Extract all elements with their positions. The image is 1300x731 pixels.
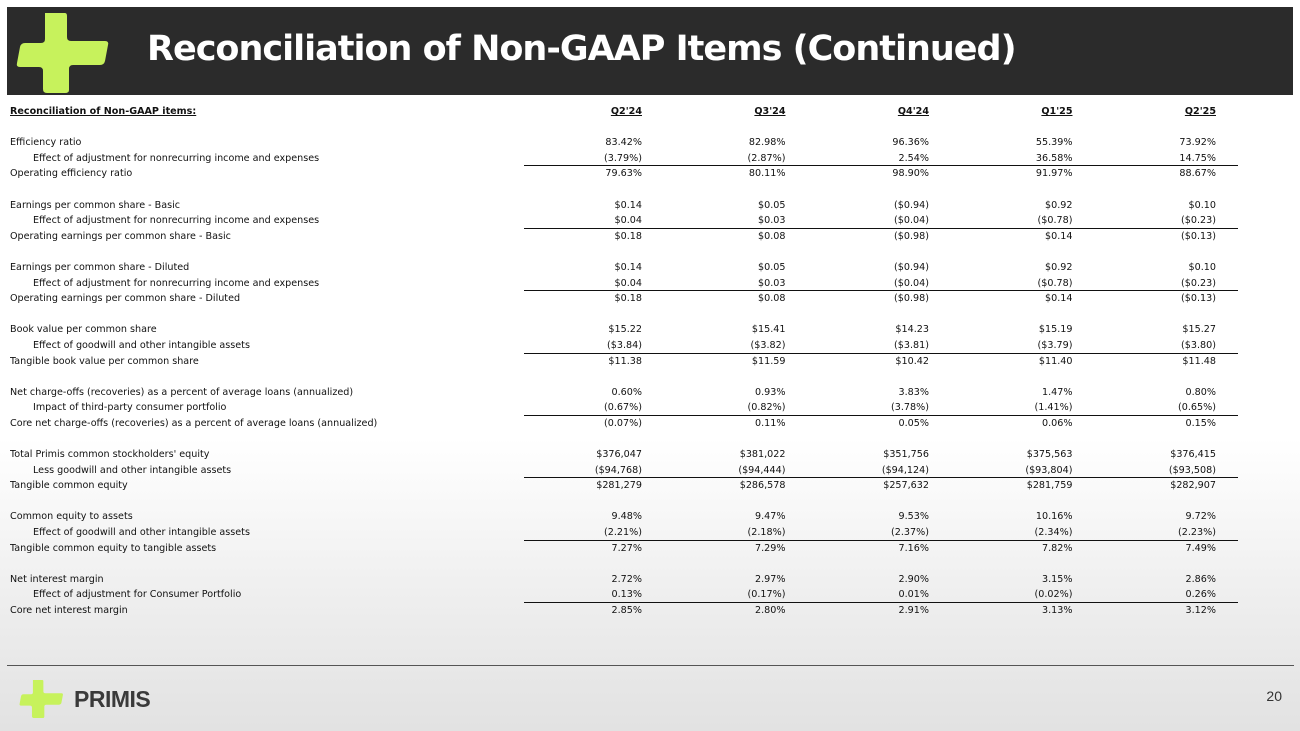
table-cell: $0.05: [758, 199, 786, 211]
row-label: Core net charge-offs (recoveries) as a percent of average loans (annualized): [10, 417, 378, 429]
table-cell: $281,279: [596, 480, 642, 492]
table-cell: 2.97%: [755, 573, 786, 585]
table-cell: $15.27: [1182, 324, 1216, 336]
table-cell: 14.75%: [1179, 152, 1216, 164]
table-cell: (2.18%): [747, 527, 786, 539]
table-cell: 2.86%: [1185, 573, 1216, 585]
row-label: Core net interest margin: [10, 605, 128, 616]
table-cell: 88.67%: [1179, 168, 1216, 180]
row-label: Earnings per common share - Basic: [10, 199, 181, 211]
table-cell: 2.80%: [755, 605, 786, 616]
table-cell: ($3.81): [894, 339, 929, 351]
table-row: [10, 463, 1238, 479]
table-cell: 1.47%: [1042, 386, 1073, 398]
table-cell: 7.49%: [1185, 542, 1216, 554]
table-cell: 3.13%: [1042, 605, 1073, 616]
table-cell: $282,907: [1170, 480, 1216, 492]
table-cell: 73.92%: [1179, 137, 1216, 149]
column-header: Q1'25: [1041, 106, 1073, 117]
column-header: Q2'25: [1184, 106, 1216, 117]
table-cell: (0.02%): [1034, 589, 1073, 601]
table-cell: 0.05%: [898, 417, 929, 429]
row-label: Net interest margin: [10, 573, 104, 585]
table-row: [10, 322, 1238, 338]
table-row: [10, 260, 1238, 276]
table-cell: $286,578: [739, 480, 786, 492]
row-spacer: [10, 556, 1238, 572]
table-cell: ($0.94): [894, 199, 929, 211]
table-cell: $0.18: [614, 293, 642, 305]
table-cell: $0.04: [614, 277, 642, 289]
table-cell: 0.15%: [1185, 417, 1216, 429]
table-cell: ($94,124): [881, 464, 929, 476]
table-row: [10, 541, 1238, 557]
row-spacer: [10, 369, 1238, 385]
row-label: Book value per common share: [10, 324, 157, 336]
table-cell: $0.05: [758, 261, 786, 273]
table-row: [10, 587, 1238, 603]
table-cell: 2.54%: [898, 152, 929, 164]
table-cell: $0.04: [614, 215, 642, 227]
table-cell: ($94,444): [738, 464, 786, 476]
table-row: [10, 229, 1238, 245]
table-cell: 3.12%: [1185, 605, 1216, 616]
table-cell: 0.26%: [1185, 589, 1216, 601]
table-cell: 7.16%: [898, 542, 929, 554]
table-cell: (2.37%): [891, 527, 929, 539]
row-spacer: [10, 120, 1238, 136]
table-cell: 2.91%: [898, 605, 929, 616]
row-spacer: [10, 494, 1238, 510]
table-cell: ($0.98): [894, 230, 929, 242]
table-cell: $0.14: [1045, 230, 1073, 242]
table-cell: (0.67%): [604, 402, 642, 414]
table-cell: 3.15%: [1042, 573, 1073, 585]
table-body: [10, 120, 1238, 619]
row-label: Tangible common equity: [10, 480, 128, 492]
page-title: Reconciliation of Non-GAAP Items (Continued): [147, 29, 1016, 69]
table-cell: $0.18: [614, 230, 642, 242]
table-cell: 79.63%: [605, 168, 642, 180]
table-cell: 2.72%: [611, 573, 642, 585]
column-header: Q3'24: [754, 106, 786, 117]
table-cell: ($0.23): [1181, 215, 1216, 227]
table-cell: 36.58%: [1035, 152, 1073, 164]
table-cell: $0.92: [1045, 261, 1073, 273]
table-cell: ($0.94): [894, 261, 929, 273]
table-cell: (0.17%): [747, 589, 786, 601]
table-cell: $11.38: [608, 355, 642, 367]
table-cell: 55.39%: [1035, 137, 1073, 149]
row-label: Net charge-offs (recoveries) as a percent of average loans (annualized): [10, 386, 354, 398]
column-header: Q4'24: [897, 106, 929, 117]
table-row: [10, 198, 1238, 214]
column-header: Q2'24: [610, 106, 642, 117]
table-cell: 0.93%: [755, 386, 786, 398]
reconciliation-table: [10, 104, 1238, 619]
table-cell: ($3.80): [1181, 339, 1216, 351]
footer-divider: [7, 665, 1294, 666]
table-row: [10, 151, 1238, 167]
table-cell: $14.23: [895, 324, 929, 336]
row-label: Common equity to assets: [10, 511, 133, 523]
table-row: [10, 478, 1238, 494]
table-row: [10, 400, 1238, 416]
table-row: [10, 509, 1238, 525]
table-row: [10, 416, 1238, 432]
table-cell: 10.16%: [1035, 511, 1073, 523]
table-cell: $0.03: [758, 277, 786, 289]
table-row: [10, 166, 1238, 182]
table-cell: 7.27%: [611, 542, 642, 554]
table-cell: $0.14: [614, 199, 642, 211]
table-cell: 2.90%: [898, 573, 929, 585]
row-label: Impact of third-party consumer portfolio: [33, 402, 227, 414]
table-cell: 7.82%: [1042, 542, 1073, 554]
table-cell: $0.10: [1188, 261, 1216, 273]
table-cell: $0.14: [614, 261, 642, 273]
table-cell: (2.87%): [747, 152, 786, 164]
table-cell: $0.08: [758, 230, 786, 242]
table-cell: 9.53%: [898, 511, 929, 523]
table-cell: ($0.04): [894, 215, 929, 227]
row-label: Total Primis common stockholders' equity: [10, 449, 210, 461]
table-cell: $15.22: [608, 324, 642, 336]
table-cell: ($0.04): [894, 277, 929, 289]
table-cell: (3.79%): [604, 152, 642, 164]
table-cell: ($3.84): [607, 339, 642, 351]
table-row: [10, 447, 1238, 463]
row-spacer: [10, 431, 1238, 447]
footer-brand-name: PRIMIS: [74, 686, 151, 712]
table-cell: 91.97%: [1035, 168, 1073, 180]
table-cell: ($0.98): [894, 293, 929, 305]
table-cell: $375,563: [1026, 449, 1073, 461]
table-cell: $11.48: [1182, 355, 1216, 367]
table-cell: 96.36%: [892, 137, 929, 149]
row-spacer: [10, 244, 1238, 260]
table-cell: ($0.13): [1181, 230, 1216, 242]
table-row: [10, 213, 1238, 229]
table-cell: $0.92: [1045, 199, 1073, 211]
table-row: [10, 354, 1238, 370]
table-header-row: [10, 104, 1238, 120]
table-row: [10, 291, 1238, 307]
table-cell: $10.42: [895, 355, 929, 367]
table-row: [10, 385, 1238, 401]
table-cell: $376,415: [1170, 449, 1216, 461]
table-cell: 83.42%: [605, 137, 642, 149]
table-cell: ($0.13): [1181, 293, 1216, 305]
table-cell: 9.72%: [1185, 511, 1216, 523]
table-cell: 82.98%: [748, 137, 786, 149]
row-label: Operating efficiency ratio: [10, 168, 133, 180]
table-cell: ($0.78): [1037, 277, 1073, 289]
row-label: Earnings per common share - Diluted: [10, 261, 190, 273]
title-bar: [7, 7, 1293, 95]
table-cell: (3.78%): [891, 402, 929, 414]
table-row: [10, 135, 1238, 151]
row-label: Less goodwill and other intangible assets: [33, 464, 232, 476]
primis-plus-logo-icon: [18, 680, 64, 718]
row-spacer: [10, 182, 1238, 198]
table-cell: (1.41%): [1034, 402, 1073, 414]
table-cell: 0.80%: [1185, 386, 1216, 398]
table-cell: 9.48%: [611, 511, 642, 523]
row-label: Effect of goodwill and other intangible assets: [33, 527, 250, 539]
table-cell: ($93,804): [1025, 464, 1073, 476]
primis-plus-logo-icon: [15, 13, 109, 93]
row-label: Effect of goodwill and other intangible assets: [33, 339, 250, 351]
table-cell: 0.60%: [611, 386, 642, 398]
row-label: Efficiency ratio: [10, 137, 82, 149]
table-cell: ($3.82): [750, 339, 786, 351]
row-spacer: [10, 307, 1238, 323]
table-cell: $351,756: [883, 449, 929, 461]
table-cell: $257,632: [883, 480, 929, 492]
row-label: Effect of adjustment for Consumer Portfolio: [33, 589, 242, 601]
table-cell: (2.34%): [1034, 527, 1073, 539]
table-cell: 80.11%: [748, 168, 786, 180]
row-label: Effect of adjustment for nonrecurring income and expenses: [33, 215, 320, 227]
table-cell: ($0.78): [1037, 215, 1073, 227]
table-cell: 98.90%: [892, 168, 929, 180]
table-row: [10, 338, 1238, 354]
table-row: [10, 603, 1238, 619]
table-cell: ($93,508): [1168, 464, 1216, 476]
table-cell: 9.47%: [755, 511, 786, 523]
table-cell: $11.59: [751, 355, 786, 367]
table-cell: 0.01%: [898, 589, 929, 601]
page-number: 20: [1266, 688, 1282, 704]
table-header-label: Reconciliation of Non-GAAP items:: [10, 106, 197, 117]
table-cell: $15.41: [751, 324, 786, 336]
row-label: Tangible book value per common share: [10, 355, 199, 367]
table-cell: 7.29%: [755, 542, 786, 554]
row-label: Tangible common equity to tangible assets: [10, 542, 217, 554]
table-cell: $281,759: [1026, 480, 1073, 492]
table-cell: (0.65%): [1178, 402, 1216, 414]
table-cell: (0.82%): [747, 402, 786, 414]
table-row: [10, 525, 1238, 541]
row-label: Operating earnings per common share - Diluted: [10, 293, 241, 305]
table-cell: $0.08: [758, 293, 786, 305]
table-cell: (2.21%): [604, 527, 642, 539]
row-label: Effect of adjustment for nonrecurring income and expenses: [33, 152, 320, 164]
table-cell: $11.40: [1038, 355, 1073, 367]
table-cell: 0.13%: [611, 589, 642, 601]
table-cell: (2.23%): [1178, 527, 1216, 539]
table-cell: ($3.79): [1037, 339, 1073, 351]
table-cell: 0.06%: [1042, 417, 1073, 429]
row-label: Operating earnings per common share - Basic: [10, 230, 231, 242]
table-cell: $0.10: [1188, 199, 1216, 211]
table-cell: $376,047: [596, 449, 642, 461]
table-cell: 0.11%: [755, 417, 786, 429]
table-cell: $15.19: [1038, 324, 1073, 336]
table-row: [10, 276, 1238, 292]
table-cell: $0.14: [1045, 293, 1073, 305]
table-cell: ($94,768): [594, 464, 642, 476]
table-cell: $381,022: [739, 449, 786, 461]
table-row: [10, 572, 1238, 588]
table-cell: ($0.23): [1181, 277, 1216, 289]
table-cell: $0.03: [758, 215, 786, 227]
table-cell: 3.83%: [898, 386, 929, 398]
row-label: Effect of adjustment for nonrecurring income and expenses: [33, 277, 320, 289]
table-cell: 2.85%: [611, 605, 642, 616]
table-cell: (0.07%): [604, 417, 642, 429]
